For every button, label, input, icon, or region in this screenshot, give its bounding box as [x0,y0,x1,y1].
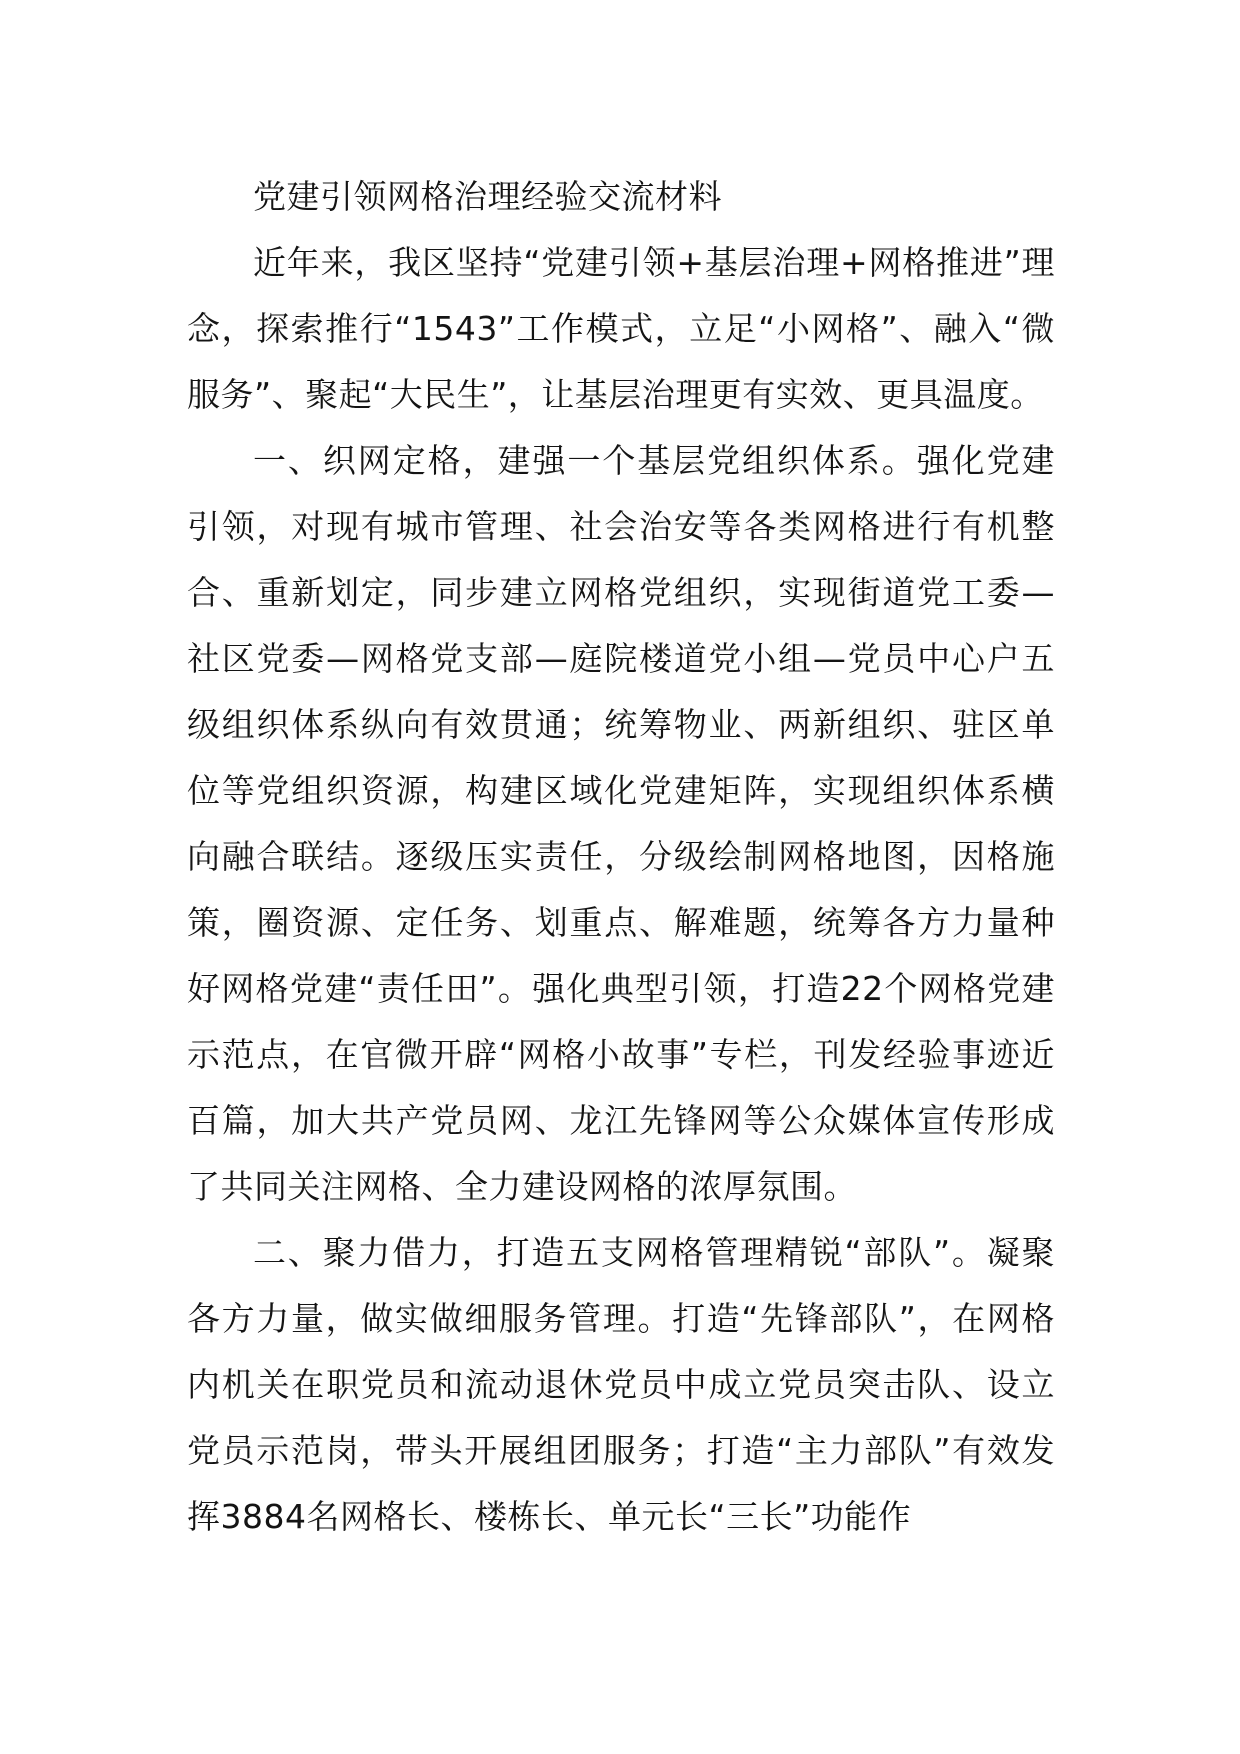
paragraph-intro: 近年来，我区坚持“党建引领+基层治理+网格推进”理念，探索推行“1543”工作模式，立足“小网格”、融入“微服务”、聚起“大民生”，让基层治理更有实效、更具温度。 [187,243,1055,414]
paragraph-section-two: 二、聚力借力，打造五支网格管理精锐“部队”。凝聚各方力量，做实做细服务管理。打造“先锋部队”，在网格内机关在职党员和流动退休党员中成立党员突击队、设立党员示范岗，带头开展组团服务；打造“主力部队”有效发挥3884名网格长、楼栋长、单元长“三长”功能作 [187,1233,1055,1536]
document-title: 党建引领网格治理经验交流材料 [253,177,722,216]
document-body [187,164,1055,1550]
paragraph-section-one: 一、织网定格，建强一个基层党组织体系。强化党建引领，对现有城市管理、社会治安等各类网格进行有机整合、重新划定，同步建立网格党组织，实现街道党工委—社区党委—网格党支部—庭院楼道党小组—党员中心户五级组织体系纵向有效贯通；统筹物业、两新组织、驻区单位等党组织资源，构建区域化党建矩阵，实现组织体系横向融合联结。逐级压实责任，分级绘制网格地图，因格施策，圈资源、定任务、划重点、解难题，统筹各方力量种好网格党建“责任田”。强化典型引领，打造22个网格党建示范点，在官微开辟“网格小故事”专栏，刊发经验事迹近百篇，加大共产党员网、龙江先锋网等公众媒体宣传形成了共同关注网格、全力建设网格的浓厚氛围。 [187,441,1055,1206]
